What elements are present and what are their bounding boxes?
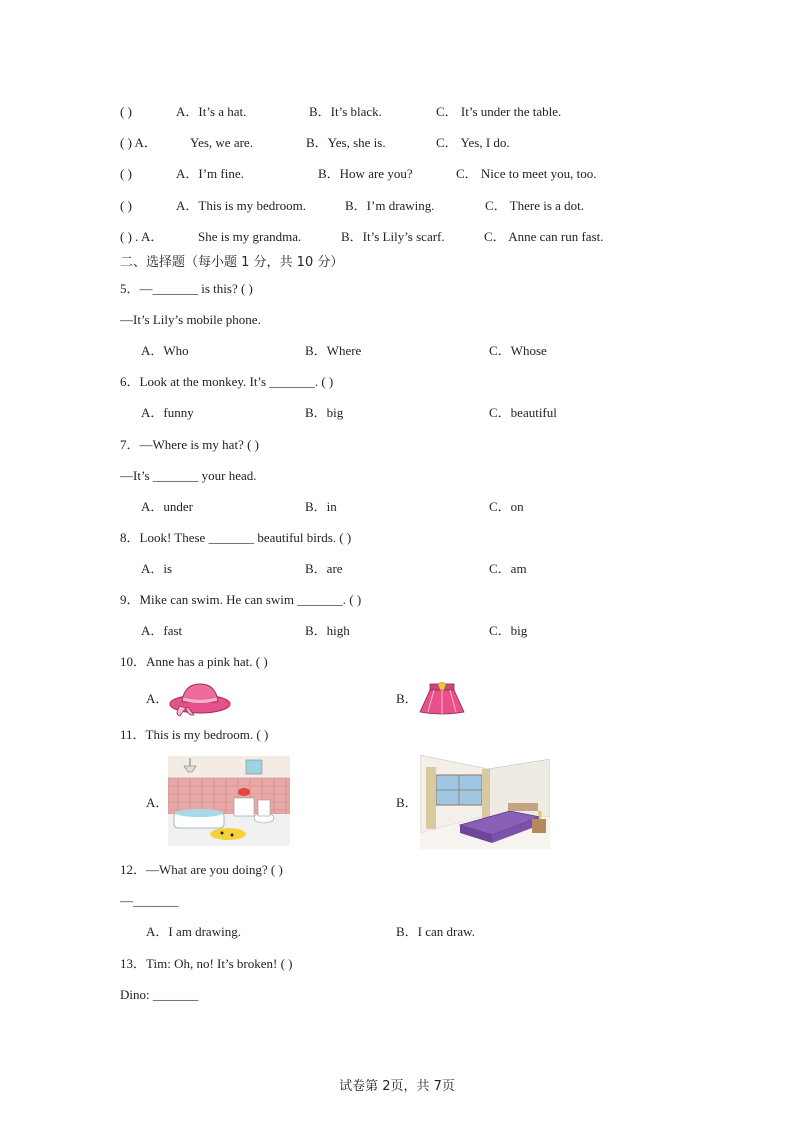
q7-reply: —It’s _______ your head. — [120, 468, 257, 483]
q5-option-a[interactable]: A．Who — [141, 343, 189, 358]
match-3-option-b: B．How are you? — [318, 166, 413, 181]
q12-reply: —_______ — [120, 893, 179, 908]
q5-stem: 5．—_______ is this? ( ) — [120, 281, 253, 296]
match-3-option-c: C． Nice to meet you, too. — [456, 166, 597, 181]
match-4-option-a: A．This is my bedroom. — [176, 198, 306, 213]
q9-option-b[interactable]: B．high — [305, 623, 350, 638]
q9-option-c[interactable]: C．big — [489, 623, 528, 638]
q10-stem: 10．Anne has a pink hat. ( ) — [120, 654, 268, 669]
q6-option-b[interactable]: B．big — [305, 405, 344, 420]
q12-option-a[interactable]: A．I am drawing. — [146, 924, 241, 939]
q6-option-c[interactable]: C．beautiful — [489, 405, 557, 420]
match-1-paren: ( ) — [120, 104, 132, 119]
bedroom-image — [420, 755, 550, 849]
q12-stem: 12．—What are you doing? ( ) — [120, 862, 283, 877]
match-5-option-a: She is my grandma. — [198, 229, 302, 244]
match-3-option-a: A．I’m fine. — [176, 166, 244, 181]
q8-option-a[interactable]: A．is — [141, 561, 173, 576]
q12-option-b[interactable]: B．I can draw. — [396, 924, 475, 939]
page-footer: 试卷第 2页，共 7页 — [339, 1079, 455, 1094]
match-4-option-c: C． There is a dot. — [485, 198, 585, 213]
match-5-option-b: B．It’s Lily’s scarf. — [341, 229, 445, 244]
bathroom-image — [168, 756, 290, 846]
q6-stem: 6．Look at the monkey. It’s _______. ( ) — [120, 374, 334, 389]
match-2-paren: ( ) A． — [120, 135, 157, 150]
q5-option-c[interactable]: C．Whose — [489, 343, 547, 358]
q11-option-b[interactable]: B． — [396, 795, 418, 810]
match-4-option-b: B．I’m drawing. — [345, 198, 435, 213]
q5-option-b[interactable]: B．Where — [305, 343, 362, 358]
match-5-paren: ( ) . A． — [120, 229, 164, 244]
q10-option-a[interactable]: A． — [146, 691, 169, 706]
match-1-option-a: A．It’s a hat. — [176, 104, 247, 119]
q8-stem: 8．Look! These _______ beautiful birds. ( ) — [120, 530, 352, 545]
q9-option-a[interactable]: A．fast — [141, 623, 183, 638]
q7-stem: 7．—Where is my hat? ( ) — [120, 437, 259, 452]
match-5-option-c: C． Anne can run fast. — [484, 229, 604, 244]
q6-option-a[interactable]: A．funny — [141, 405, 194, 420]
q8-option-b[interactable]: B．are — [305, 561, 343, 576]
q13-stem: 13．Tim: Oh, no! It’s broken! ( ) — [120, 956, 293, 971]
match-4-paren: ( ) — [120, 198, 132, 213]
match-2-option-b: B．Yes, she is. — [306, 135, 386, 150]
q7-option-c[interactable]: C．on — [489, 499, 524, 514]
q7-option-b[interactable]: B．in — [305, 499, 337, 514]
q7-option-a[interactable]: A．under — [141, 499, 193, 514]
q5-reply: —It’s Lily’s mobile phone. — [120, 312, 261, 327]
q13-reply: Dino: _______ — [120, 987, 199, 1002]
q8-option-c[interactable]: C．am — [489, 561, 527, 576]
pink-hat-image — [166, 680, 234, 718]
match-3-paren: ( ) — [120, 166, 132, 181]
match-2-option-a: Yes, we are. — [190, 135, 253, 150]
q9-stem: 9．Mike can swim. He can swim _______. ( ) — [120, 592, 362, 607]
match-2-option-c: C． Yes, I do. — [436, 135, 510, 150]
q11-option-a[interactable]: A． — [146, 795, 169, 810]
q11-stem: 11．This is my bedroom. ( ) — [120, 727, 269, 742]
section-title: 二、选择题（每小题 1 分，共 10 分） — [120, 255, 344, 270]
match-1-option-c: C． It’s under the table. — [436, 104, 562, 119]
q10-option-b[interactable]: B． — [396, 691, 418, 706]
pink-skirt-image — [418, 682, 466, 716]
match-1-option-b: B．It’s black. — [309, 104, 382, 119]
